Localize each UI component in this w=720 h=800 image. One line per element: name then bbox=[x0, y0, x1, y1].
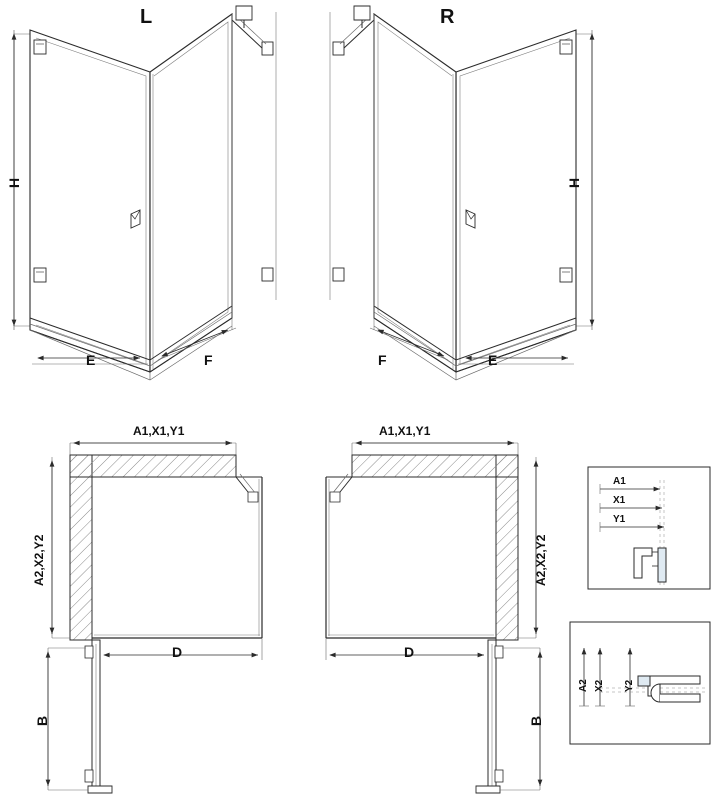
detail-top-group bbox=[588, 467, 710, 589]
plan-right-group bbox=[326, 443, 540, 793]
detail-bottom-group bbox=[570, 622, 710, 744]
elevation-right-base-label-e: E bbox=[488, 352, 498, 368]
elevation-left-group bbox=[14, 6, 276, 380]
elevation-right-height-label: H bbox=[566, 177, 582, 188]
detail-bottom-label-x2: X2 bbox=[594, 679, 605, 692]
title-right: R bbox=[440, 6, 455, 28]
plan-left-group bbox=[48, 443, 262, 793]
plan-right-lower-label: B bbox=[528, 715, 544, 726]
detail-top-label-y1: Y1 bbox=[613, 514, 626, 525]
detail-bottom-label-y2: Y2 bbox=[624, 679, 635, 692]
elevation-right-base-label-f: F bbox=[378, 352, 387, 368]
detail-top-label-a1: A1 bbox=[613, 476, 626, 487]
title-left: L bbox=[140, 6, 153, 28]
plan-left-top-label: A1,X1,Y1 bbox=[133, 424, 185, 438]
elevation-right-group bbox=[330, 6, 592, 380]
elevation-left-base-label-e: E bbox=[86, 352, 96, 368]
elevation-left-base-label-f: F bbox=[204, 352, 213, 368]
plan-left-side-label: A2,X2,Y2 bbox=[32, 534, 46, 586]
plan-right-top-label: A1,X1,Y1 bbox=[379, 424, 431, 438]
plan-right-side-label: A2,X2,Y2 bbox=[534, 534, 548, 586]
plan-left-inner-label: D bbox=[172, 644, 183, 660]
plan-left-lower-label: B bbox=[34, 715, 50, 726]
detail-top-label-x1: X1 bbox=[613, 495, 626, 506]
elevation-left-height-label: H bbox=[6, 177, 22, 188]
detail-bottom-label-a2: A2 bbox=[578, 679, 589, 692]
plan-right-inner-label: D bbox=[404, 644, 415, 660]
